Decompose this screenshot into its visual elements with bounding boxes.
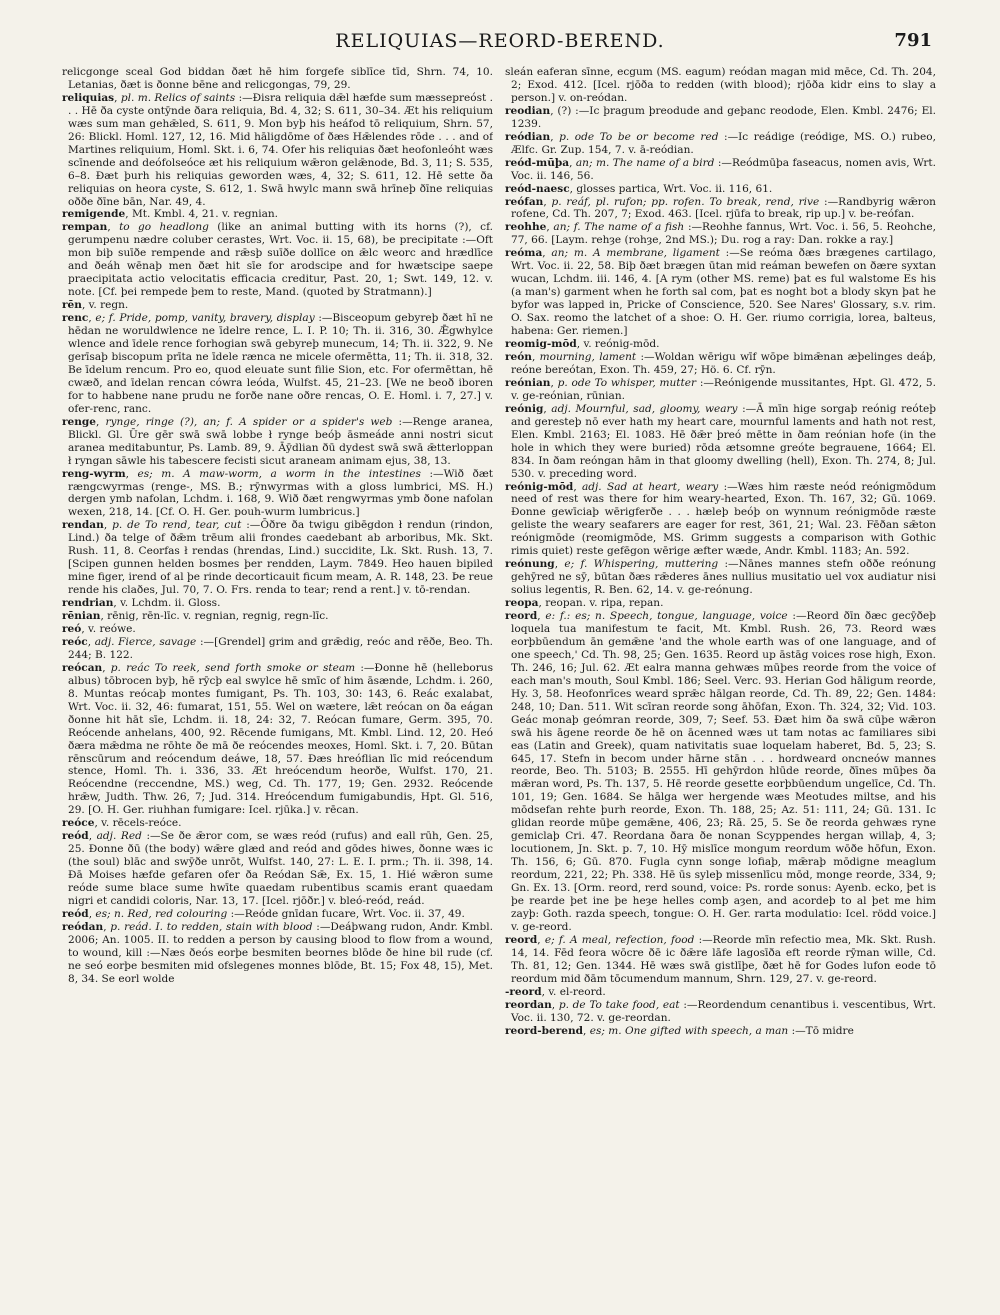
dictionary-entry: reón, mourning, lament :—Woldan wērigu wīf wōpe bimǣnan æþelinges deáþ, reóne bereótan, Exon. Th. 459, 27; Hö. 6. Cf. rȳn. <box>505 350 936 376</box>
entry-text: v. reónig-mōd. <box>583 338 660 351</box>
entry-text: v. reówe. <box>88 622 136 635</box>
dictionary-entry: reó, v. reówe. <box>62 622 136 635</box>
entry-headword: rendrian <box>62 597 114 610</box>
entry-text: :—Deáþwang rudon, Andr. Kmbl. 2006; An. 1005. II. to redden a person by causing blood to flow from a wound, to wound, kill :—Næs ðeós eorþe besmiten beornes blōde ðe hine bil rude (cf. ne seó eorþe besmiten mid ofslegenes monnes blōde, Bt. 15; Fox 48, 15), Met. 8, 34. Se eorl wolde <box>68 920 493 985</box>
dictionary-entry: renge, rynge, ringe (?), an; f. A spider or a spider's web :—Renge aranea, Blickl. Gl. Ūre gēr swā swā lobbe ł rynge beóþ āsmeáde anni nostri sicut aranea meditabuntur, Ps. Lamb. 89, 9. Āȳdlian ðū dydest swā swā ǣtterloppan ł ryngan sāwle his tabescere fecisti sicut araneam animam ejus, 38, 13. <box>62 415 493 467</box>
entry-text: :—Ðonne hē (helleborus albus) tōbrocen byþ, hē rȳcþ eal swylce hē smīc of him āsænde, Lchdm. i. 260, 8. Muntas reócaþ montes fumigant, Ps. Th. 103, 30: 143, 6. Reác exalabat, Wrt. Voc. ii. 32, 46: fumarat, 151, 55. Wel on wætere, lǣt reócan on ða eágan ðonne hit hāt sīe, Lchdm. ii. 18, 24: 32, 7. Reócan fumare, Germ. 395, 70. Reócende anhelans, 400, 92. Rēcende fumigans, Mt. Kmbl. Lind. 12, 20. Heó ðæra mǣdma ne rōhte ðe mā ðe reócendes meoxes, Homl. Skt. i. 7, 20. Būtan rēnscūrum and reócendum deáwe, 18, 57. Ðæs hreóflian līc mid reócendum stence, Homl. Th. i. 336, 33. Æt hreócendum heorðe, Wulfst. 170, 21. Reócendne (reccendne, MS.) weg, Cd. Th. 177, 19; Gen. 2932. Reócende hrǣw, Judth. Thw. 26, 7; Jud. 314. Hreócendum fumigabundis, Hpt. Gl. 516, 29. [O. H. Ger. riuhhan fumigare: Icel. rjūka.] v. rēcan. <box>68 661 493 817</box>
dictionary-entry: -reord, v. el-reord. <box>505 985 606 998</box>
entry-headword: reord <box>505 933 538 946</box>
dictionary-entry: reónig, adj. Mournful, sad, gloomy, weary :—Ā mīn hige sorgaþ reónig reóteþ and geresteþ nō ever hath my heart care, mournful laments and hath not rest, Elen. Kmbl. 2163; El. 1083. Hē ðǣr þreó mētte in ðam reónian hofe (in the hole in which they were buried) rōda ætsomne greóte begrauene, 1664; El. 834. In ðam reóngan hām in that gloomy dwelling (hell), Exon. Th. 274, 8; Jul. 530. v. preceding word. <box>505 402 936 480</box>
entry-headword: reónig <box>505 402 544 415</box>
entry-headword: rēn <box>62 299 82 312</box>
entry-definition: p. de To rend, tear, cut <box>112 519 242 532</box>
entry-definition: es; m. One gifted with speech, a man <box>589 1024 789 1037</box>
entry-text: (like an animal butting with its horns (?), cf. gerumpenu nædre coluber cerastes, Wrt. Voc. ii. 15, 68), be precipitate :—Oft mon biþ suīðe rempende and rǣsþ suīðe dollīce on ǣlc weorc and hrædlīce and ðeáh wēnaþ men ðæt hit sīe for arodscipe and for hwætscipe saepe praecipitata actio velocitatis efficacia creditur, Past. 20, 1; Swt. 149, 12. v. note. [Cf. þei rempede þem to reste, Mand. (quoted by Stratmann).] <box>68 221 493 299</box>
dictionary-entry: reócan, p. reác To reek, send forth smoke or steam :—Ðonne hē (helleborus albus) tōbrocen byþ, hē rȳcþ eal swylce hē smīc of him āsænde, Lchdm. i. 260, 8. Muntas reócaþ montes fumigant, Ps. Th. 103, 30: 143, 6. Reác exalabat, Wrt. Voc. ii. 32, 46: fumarat, 151, 55. Wel on wætere, lǣt reócan on ða eágan ðonne hit hāt sīe, Lchdm. ii. 18, 24: 32, 7. Reócan fumare, Germ. 395, 70. Reócende anhelans, 400, 92. Rēcende fumigans, Mt. Kmbl. Lind. 12, 20. Heó ðæra mǣdma ne rōhte ðe mā ðe reócendes meoxes, Homl. Skt. i. 7, 20. Būtan rēnscūrum and reócendum deáwe, 18, 57. Ðæs hreóflian līc mid reócendum stence, Homl. Th. i. 336, 33. Æt hreócendum heorðe, Wulfst. 170, 21. Reócendne (reccendne, MS.) weg, Cd. Th. 177, 19; Gen. 2932. Reócende hrǣw, Judth. Thw. 26, 7; Jud. 314. Hreócendum fumigabundis, Hpt. Gl. 516, 29. [O. H. Ger. riuhhan fumigare: Icel. rjūka.] v. rēcan. <box>62 661 493 817</box>
dictionary-entry: reord-berend, es; m. One gifted with speech, a man :—Tō midre <box>505 1024 854 1037</box>
entry-text: :—Reónigende mussitantes, Hpt. Gl. 472, 5. v. ge-reónian, rūnian. <box>511 376 936 402</box>
entry-text: relicgonge sceal God biddan ðæt hē him forgefe siblīce tīd, Shrn. 74, 10. Letanias, ðæt is ðonne bēne and relicgongas, 79, 29. <box>62 66 493 91</box>
entry-text: :—Reódmūþa faseacus, nomen avis, Wrt. Voc. ii. 146, 56. <box>511 156 936 182</box>
entry-definition: adj. Red <box>96 830 142 843</box>
entry-headword: reomig-mōd <box>505 338 577 351</box>
entry-headword: -reord <box>505 985 542 998</box>
entry-definition: adj. Fierce, savage <box>94 635 197 648</box>
dictionary-entry: reord, e; f. A meal, refection, food :—Reorde mīn refectio mea, Mk. Skt. Rush. 14, 14. Fēd feora wōcre ðē ic ðǣre lāfe lagosīða eft reorde rȳman wille, Cd. Th. 81, 12; Gen. 1344. Hē wæs swā gistlīþe, ðæt hē for Godes lufon eode tō reordum mid ðām tōcumendum mannum, Shrn. 129, 27. v. ge-reord. <box>505 933 936 985</box>
entry-headword: reónig-mōd <box>505 480 574 493</box>
entry-text: :—Ā mīn hige sorgaþ reónig reóteþ and geresteþ nō ever hath my heart care, mournful laments and hath not rest, Elen. Kmbl. 2163; El. 1083. Hē ðǣr þreó mētte in ðam reónian hofe (in the hole in which they were buried) rōda ætsomne greóte begrauene, 1664; El. 834. In ðam reóngan hām in that gloomy dwelling (hell), Exon. Th. 274, 8; Jul. 530. v. preceding word. <box>511 402 936 480</box>
entry-text: :—Bisceopum gebyreþ ðæt hī ne hēdan ne woruldwlence ne īdelre rence, L. I. P. 10; Th. ii. 316, 30. Ǣgwhylce wlence and īdele rence forhogian swā gebyreþ munecum, 14; Th. ii. 322, 9. Ne gerīsaþ biscopum prīta ne īdele rænca ne micele ofermētta, 11; Th. ii. 318, 32. Be īdelum rencum. Pro eo, quod eleuate sunt filie Sion, etc. For ofermēttan, hē cwæð, and īdelan rencan cówra leóda, Wulfst. 45, 21–23. [We ne beoð iboren for to habbene nane prudu ne forðe nane oðre rencas, O. E. Homl. i. 7, 27.] v. ofer-renc, ranc. <box>68 312 493 415</box>
dictionary-entry: reordan, p. de To take food, eat :—Reordendum cenantibus i. vescentibus, Wrt. Voc. ii. 130, 72. v. ge-reordan. <box>505 998 936 1024</box>
dictionary-entry: reófan, p. reáf, pl. rufon; pp. rofen. To break, rend, rive :—Randbyrig wǣron rofene, Cd. Th. 207, 7; Exod. 463. [Icel. rjūfa to break, rip up.] v. be-reófan. <box>505 195 936 221</box>
entry-text: :—Reóde gnīdan fucare, Wrt. Voc. ii. 37, 49. <box>230 907 465 920</box>
entry-text: v. regn. <box>88 299 129 312</box>
entry-definition: p. de To take food, eat <box>558 998 680 1011</box>
entry-text: v. Lchdm. ii. Gloss. <box>120 597 221 610</box>
entry-text: :—Wið ðæt rængcwyrmas (renge-, MS. B.; rȳnwyrmas with a gloss lumbrici, MS. H.) dergen ymb nafolan, Lchdm. i. 168, 9. Wið ðæt rengwyrmas ymb ðone nafolan wexen, 218, 14. [Cf. O. H. Ger. pouh-wurm lumbricus.] <box>68 467 493 519</box>
entry-text: :—[Grendel] grim and grǣdig, reóc and rēðe, Beo. Th. 244; B. 122. <box>68 635 493 661</box>
dictionary-entry: rēnian, rēnig, rēn-līc. v. regnian, regnig, regn-līc. <box>62 610 329 623</box>
entry-definition: adj. Sad at heart, weary <box>581 480 719 493</box>
entry-text: glosses partica, Wrt. Voc. ii. 116, 61. <box>576 182 773 195</box>
dictionary-entry: reód-mūþa, an; m. The name of a bird :—Reódmūþa faseacus, nomen avis, Wrt. Voc. ii. 146, 56. <box>505 156 936 182</box>
dictionary-entry: reónian, p. ode To whisper, mutter :—Reónigende mussitantes, Hpt. Gl. 472, 5. v. ge-reónian, rūnian. <box>505 376 936 402</box>
entry-text: :—Se reóma ðæs brægenes cartilago, Wrt. Voc. ii. 22, 58. Biþ ðæt brægen ūtan mid reáman bewefen on ðære syxtan wucan, Lchdm. iii. 146, 4. [A rym (other MS. reme) þat es ful walstome Es his (a man's) garment when he forth sal com, þat es noght bot a blody skyn þat he byfor was lapped in, Pricke of Conscience, 520. See Nares' Glossary, s.v. rim. O. Sax. reomo the latchet of a shoe: O. H. Ger. riumo corrigia, lorea, balteus, habena: Ger. riemen.] <box>511 247 936 338</box>
entry-headword: reód <box>62 907 89 920</box>
entry-headword: reód <box>62 830 89 843</box>
entry-text: sleán eaferan sīnne, ecgum (MS. eagum) reódan magan mid mēce, Cd. Th. 204, 2; Exod. 412. [Icel. rjōða to redden (with blood); rjōða kidr eins to slay a person.] v. on-reódan. <box>505 66 936 104</box>
entry-text: (?) :—Ic þragum þreodude and geþanc reodode, Elen. Kmbl. 2476; El. 1239. <box>511 104 936 130</box>
entry-headword: reord-berend <box>505 1024 584 1037</box>
dictionary-entry: reopa, reopan. v. ripa, repan. <box>505 597 664 610</box>
entry-headword: rempan <box>62 221 108 234</box>
dictionary-entry: reód-naesc, glosses partica, Wrt. Voc. ii. 116, 61. <box>505 182 773 195</box>
entry-headword: reód-mūþa <box>505 156 570 169</box>
dictionary-entry: reord, e: f.: es; n. Speech, tongue, language, voice :—Reord ðīn ðæc gecȳðeþ loquela tua manifestum te facit, Mt. Kmbl. Rush. 26, 73. Reord wæs eorþbūendum ān gemǣne 'and the whole earth was of one language, and of one speech,' Cd. Th. 98, 25; Gen. 1635. Reord up āstāg voices rose high, Exon. Th. 246, 16; Jul. 62. Æt ealra manna gehwæs mūþes reorde from the voice of each man's mouth, Soul Kmbl. 186; Seel. Verc. 93. Herian God hāligum reorde, Hy. 3, 58. Heofonrīces weard sprǣc hālgan reorde, Cd. Th. 89, 22; Gen. 1484: 248, 10; Dan. 511. Wit scīran reorde song āhōfan, Exon. Th. 324, 32; Vid. 103. Geác monaþ geómran reorde, 309, 7; Seef. 53. Ðæt him ða swā cūþe wǣron swā his āgene reorde ðe hē on ācenned wæs ut tam notas ac familiares sibi eas (Latin and Greek), quam nativitatis suae loquelam haberet, Bd. 5, 23; S. 645, 17. Stefn in becom under hārne stān . . . hordweard oncneów mannes reorde, Beo. Th. 5103; B. 2555. Hī gehȳrdon hlūde reorde, ðīnes mūþes ða mǣran word, Ps. Th. 137, 5. Hē reorde gesette eorþbūendum ungelīce, Cd. Th. 101, 19; Gen. 1684. Se hālga wer hergende wæs Meotudes miltse, and his mōdsefan rehte þurh reorde, Exon. Th. 188, 25; Az. 51: 111, 24; Gū. 131. Ic glidan reorde mūþe gemǣne, 406, 23; Rā. 25, 5. Se ðe reorda gehwæs ryne gemiclaþ Cri. 47. Reordana ðara ðe nonan Scyppendes hergan willaþ, 4, 3; locutionem, Jn. Skt. p. 7, 10. Hȳ mislīce mongum reordum wōðe hōfun, Exon. Th. 156, 6; Gū. 870. Fugla cynn songe lofiaþ, mǣraþ mōdigne meaglum reordum, 221, 22; Ph. 338. Hē ūs syleþ missenlīcu mōd, monge reorde, 334, 9; Gn. Ex. 13. [Orm. reord, rerd sound, voice: Ps. rorde sonus: Ayenb. ecko, þet is þe rearde þet ine þe heȝe helles comþ aȝen, and acordeþ to al þet me him zayþ: Goth. razda speech, tongue: O. H. Ger. rarta modulatio: Icel. rödd voice.] v. ge-reord. <box>505 610 936 933</box>
entry-definition: p. reáf, pl. rufon; pp. rofen. To break, rend, rive <box>551 195 820 208</box>
entry-definition: e; f. Pride, pomp, vanity, bravery, display <box>95 312 315 325</box>
right-column <box>505 66 936 1306</box>
entry-text: rēnig, rēn-līc. v. regnian, regnig, regn-līc. <box>107 610 329 623</box>
entry-headword: reód-naesc <box>505 182 570 195</box>
entry-headword: renge <box>62 415 97 428</box>
entry-headword: reófan <box>505 195 544 208</box>
entry-definition: es; n. Red, red colouring <box>95 907 228 920</box>
dictionary-entry <box>505 66 936 105</box>
entry-text: v. el-reord. <box>548 985 606 998</box>
entry-text: :—Woldan wērigu wīf wōpe bimǣnan æþelinges deáþ, reóne bereótan, Exon. Th. 459, 27; Hö. 6. Cf. rȳn. <box>511 350 936 376</box>
entry-headword: reóce <box>62 817 95 830</box>
entry-headword: reón <box>505 350 532 363</box>
left-column <box>62 66 493 1306</box>
dictionary-entry <box>62 66 493 92</box>
entry-definition: an; m. A membrane, ligament <box>551 247 720 260</box>
dictionary-entry: reohhe, an; f. The name of a fish :—Reohhe fannus, Wrt. Voc. i. 56, 5. Reohche, 77, 66. [Laym. rehȝe (rohȝe, 2nd MS.); Du. rog a ray: Dan. rokke a ray.] <box>505 221 936 247</box>
dictionary-entry: reónig-mōd, adj. Sad at heart, weary :—Wæs him ræste neód reónigmōdum need of rest was there for him weary-hearted, Exon. Th. 167, 32; Gū. 1069. Ðonne gewīciaþ wērigferðe . . . hæleþ beóþ on wynnum reónigmōde ræste geliste the weary seafarers are eager for rest, 361, 21; Wal. 23. Fēðan sǣton reónigmōde (reomigmōde, MS. Grimm suggests a comparison with Gothic rimis quiet) reste gefēgon wērige æfter wæde, Andr. Kmbl. 1183; An. 592. <box>505 480 936 558</box>
entry-definition: an; m. The name of a bird <box>575 156 715 169</box>
entry-text: v. rēcels-reóce. <box>101 817 182 830</box>
dictionary-entry: reóce, v. rēcels-reóce. <box>62 817 182 830</box>
entry-headword: reordan <box>505 998 552 1011</box>
entry-headword: reopa <box>505 597 539 610</box>
entry-text: Mt. Kmbl. 4, 21. v. regnian. <box>132 208 279 221</box>
entry-definition: adj. Mournful, sad, gloomy, weary <box>551 402 738 415</box>
entry-headword: renc <box>62 312 89 325</box>
entry-text: :—Ic reádige (reódige, MS. O.) rubeo, Ælfc. Gr. Zup. 154, 7. v. ā-reódian. <box>511 130 936 156</box>
entry-headword: rendan <box>62 519 104 532</box>
entry-definition: pl. m. Relics of saints <box>120 91 236 104</box>
entry-definition: e; f. A meal, refection, food <box>544 933 695 946</box>
dictionary-entry: rendrian, v. Lchdm. ii. Gloss. <box>62 597 221 610</box>
entry-headword: reodian <box>505 104 551 117</box>
dictionary-entry: renc, e; f. Pride, pomp, vanity, bravery, display :—Bisceopum gebyreþ ðæt hī ne hēdan ne woruldwlence ne īdelre rence, L. I. P. 10; Th. ii. 316, 30. Ǣgwhylce wlence and īdele rence forhogian swā gebyreþ munecum, 14; Th. ii. 322, 9. Ne gerīsaþ biscopum prīta ne īdele rænca ne micele ofermētta, 11; Th. ii. 318, 32. Be īdelum rencum. Pro eo, quod eleuate sunt filie Sion, etc. For ofermēttan, hē cwæð, and īdelan rencan cówra leóda, Wulfst. 45, 21–23. [We ne beoð iboren for to habbene nane prudu ne forðe nane oðre rencas, O. E. Homl. i. 7, 27.] v. ofer-renc, ranc. <box>62 312 493 415</box>
dictionary-entry: reódan, p. reád. I. to redden, stain with blood :—Deáþwang rudon, Andr. Kmbl. 2006; An. 1005. II. to redden a person by causing blood to flow from a wound, to wound, kill :—Næs ðeós eorþe besmiten beornes blōde ðe hine bil rude (cf. ne seó eorþe besmiten mid ofslegenes monnes blōde, Bt. 15; Fox 48, 15), Met. 8, 34. Se eorl wolde <box>62 920 493 985</box>
entry-text: :—Reohhe fannus, Wrt. Voc. i. 56, 5. Reohche, 77, 66. [Laym. rehȝe (rohȝe, 2nd MS.); Du. rog a ray: Dan. rokke a ray.] <box>511 221 936 247</box>
entry-text: :—Tō midre <box>791 1024 854 1037</box>
entry-headword: remigende <box>62 208 126 221</box>
entry-text: :—Nānes mannes stefn oððe reónung gehȳred ne sȳ, būtan ðæs rǣderes ānes nullius musitatio uel vox audiatur nisi solius legentis, R. Ben. 62, 14. v. ge-reónung. <box>511 558 936 597</box>
entry-text: :—Reord ðīn ðæc gecȳðeþ loquela tua manifestum te facit, Mt. Kmbl. Rush. 26, 73. Reord wæs eorþbūendum ān gemǣne 'and the whole earth was of one language, and of one speech,' Cd. Th. 98, 25; Gen. 1635. Reord up āstāg voices rose high, Exon. Th. 246, 16; Jul. 62. Æt ealra manna gehwæs mūþes reorde from the voice of each man's mouth, Soul Kmbl. 186; Seel. Verc. 93. Herian God hāligum reorde, Hy. 3, 58. Heofonrīces weard sprǣc hālgan reorde, Cd. Th. 89, 22; Gen. 1484: 248, 10; Dan. 511. Wit scīran reorde song āhōfan, Exon. Th. 324, 32; Vid. 103. Geác monaþ geómran reorde, 309, 7; Seef. 53. Ðæt him ða swā cūþe wǣron swā his āgene reorde ðe hē on ācenned wæs ut tam notas ac familiares sibi eas (Latin and Greek), quam nativitatis suae loquelam haberet, Bd. 5, 23; S. 645, 17. Stefn in becom under hārne stān . . . hordweard oncneów mannes reorde, Beo. Th. 5103; B. 2555. Hī gehȳrdon hlūde reorde, ðīnes mūþes ða mǣran word, Ps. Th. 137, 5. Hē reorde gesette eorþbūendum ungelīce, Cd. Th. 101, 19; Gen. 1684. Se hālga wer hergende wæs Meotudes miltse, and his mōdsefan rehte þurh reorde, Exon. Th. 188, 25; Az. 51: 111, 24; Gū. 131. Ic glidan reorde mūþe gemǣne, 406, 23; Rā. 25, 5. Se ðe reorda gehwæs ryne gemiclaþ Cri. 47. Reordana ðara ðe nonan Scyppendes hergan willaþ, 4, 3; locutionem, Jn. Skt. p. 7, 10. Hȳ mislīce mongum reordum wōðe hōfun, Exon. Th. 156, 6; Gū. 870. Fugla cynn songe lofiaþ, mǣraþ mōdigne meaglum reordum, 221, 22; Ph. 338. Hē ūs syleþ missenlīcu mōd, monge reorde, 334, 9; Gn. Ex. 13. [Orm. reord, rerd sound, voice: Ps. rorde sonus: Ayenb. ecko, þet is þe rearde þet ine þe heȝe helles comþ aȝen, and acordeþ to al þet me him zayþ: Goth. razda speech, tongue: O. H. Ger. rarta modulatio: Icel. rödd voice.] v. ge-reord. <box>511 610 936 933</box>
dictionary-entry: reodian, (?) :—Ic þragum þreodude and geþanc reodode, Elen. Kmbl. 2476; El. 1239. <box>505 104 936 130</box>
page-number: 791 <box>894 30 932 51</box>
entry-headword: reóc <box>62 635 88 648</box>
dictionary-entry: reóc, adj. Fierce, savage :—[Grendel] grim and grǣdig, reóc and rēðe, Beo. Th. 244; B. 122. <box>62 635 493 661</box>
entry-headword: reódan <box>62 920 104 933</box>
dictionary-entry: reód, adj. Red :—Se ðe ǣror com, se wæs reód (rufus) and eall rūh, Gen. 25, 25. Ðonne ðū (the body) wǣre glæd and reód and gōdes hiwes, ðonne wæs ic (the soul) blāc and swȳðe unrōt, Wulfst. 140, 27: L. E. I. prm.; Th. ii. 398, 14. Ðā Moises hæfde gefaren ofer ða Reódan Sǣ, Ex. 15, 1. Hié wǣron sume reóde sume blace sume hwīte quaedam rubentibus scamis erant quaedam nigri et candidi coloris, Nar. 13, 17. [Icel. rjōðr.] v. bleó-reód, reád. <box>62 830 493 907</box>
entry-headword: reohhe <box>505 221 547 234</box>
entry-headword: reó <box>62 622 82 635</box>
dictionary-entry: reód, es; n. Red, red colouring :—Reóde gnīdan fucare, Wrt. Voc. ii. 37, 49. <box>62 907 465 920</box>
entry-text: :—Reordendum cenantibus i. vescentibus, Wrt. Voc. ii. 130, 72. v. ge-reordan. <box>511 998 936 1024</box>
dictionary-columns <box>62 66 936 1306</box>
running-title: RELIQUIAS—REORD-BEREND. <box>335 30 665 52</box>
entry-definition: p. ode To be or become red <box>559 130 719 143</box>
dictionary-entry: reódian, p. ode To be or become red :—Ic reádige (reódige, MS. O.) rubeo, Ælfc. Gr. Zup. 154, 7. v. ā-reódian. <box>505 130 936 156</box>
entry-text: reopan. v. ripa, repan. <box>545 597 664 610</box>
entry-definition: rynge, ringe (?), an; f. A spider or a spider's web <box>105 415 393 428</box>
entry-headword: reord <box>505 610 538 623</box>
entry-definition: to go headlong <box>119 221 209 234</box>
dictionary-entry: reliquias, pl. m. Relics of saints :—Ðisra reliquia dǣl hæfde sum mæssepreóst . . . Hē ða cyste ontȳnde ðara reliquia, Bd. 4, 32; S. 611, 30–34. Æt his reliquium wæs sum man gehǣled, S. 611, 9. Mon byþ his heáfod tō reliquium, Shrn. 57, 26: Blickl. Homl. 127, 12, 16. Mid hāligdōme of ðæs Hǣlendes rōde . . . and of Martines reliquium, Homl. Skt. i. 6, 74. Ofer his reliquias ðæt heofonleóht wæs scīnende and deófolseóce æt his reliquium wǣron gelǣnode, Bd. 3, 11; S. 535, 6–8. Ðæt þurh his reliquias geworden wæs, 4, 32; S. 611, 12. Hē sette ða reliquias on heora cyste, S. 612, 1. Swā hwylc mann swā hrīneþ ðīne reliquias oððe ðīne bān, Nar. 49, 4. <box>62 91 493 208</box>
dictionary-entry: reomig-mōd, v. reónig-mōd. <box>505 338 660 351</box>
dictionary-entry: rempan, to go headlong (like an animal butting with its horns (?), cf. gerumpenu nædre coluber cerastes, Wrt. Voc. ii. 15, 68), be precipitate :—Oft mon biþ suīðe rempende and rǣsþ suīðe dollīce on ǣlc weorc and hrædlīce and ðeáh wēnaþ men ðæt hit sīe for arodscipe and for hwætscipe saepe praecipitata actio velocitatis efficacia creditur, Past. 20, 1; Swt. 149, 12. v. note. [Cf. þei rempede þem to reste, Mand. (quoted by Stratmann).] <box>62 221 493 299</box>
entry-definition: es; m. A maw-worm, a worm in the intestines <box>137 467 421 480</box>
entry-definition: e: f.: es; n. Speech, tongue, language, voice <box>545 610 788 623</box>
entry-definition: mourning, lament <box>539 350 637 363</box>
entry-headword: reócan <box>62 661 103 674</box>
dictionary-entry: reng-wyrm, es; m. A maw-worm, a worm in the intestines :—Wið ðæt rængcwyrmas (renge-, MS. B.; rȳnwyrmas with a gloss lumbrici, MS. H.) dergen ymb nafolan, Lchdm. i. 168, 9. Wið ðæt rengwyrmas ymb ðone nafolan wexen, 218, 14. [Cf. O. H. Ger. pouh-wurm lumbricus.] <box>62 467 493 519</box>
entry-headword: reónung <box>505 558 555 571</box>
entry-definition: e; f. Whispering, muttering <box>564 558 719 571</box>
entry-definition: p. reác To reek, send forth smoke or steam <box>110 661 356 674</box>
entry-headword: reódian <box>505 130 551 143</box>
entry-text: :—Ðisra reliquia dǣl hæfde sum mæssepreóst . . . Hē ða cyste ontȳnde ðara reliquia, Bd. 4, 32; S. 611, 30–34. Æt his reliquium wæs sum man gehǣled, S. 611, 9. Mon byþ his heáfod tō reliquium, Shrn. 57, 26: Blickl. Homl. 127, 12, 16. Mid hāligdōme of ðæs Hǣlendes rōde . . . and of Martines reliquium, Homl. Skt. i. 6, 74. Ofer his reliquias ðæt heofonleóht wæs scīnende and deófolseóce æt his reliquium wǣron gelǣnode, Bd. 3, 11; S. 535, 6–8. Ðæt þurh his reliquias geworden wæs, 4, 32; S. 611, 12. Hē sette ða reliquias on heora cyste, S. 612, 1. Swā hwylc mann swā hrīneþ ðīne reliquias oððe ðīne bān, Nar. 49, 4. <box>68 91 493 208</box>
entry-text: :—Wæs him ræste neód reónigmōdum need of rest was there for him weary-hearted, Exon. Th. 167, 32; Gū. 1069. Ðonne gewīciaþ wērigferðe . . . hæleþ beóþ on wynnum reónigmōde ræste geliste the weary seafarers are eager for rest, 361, 21; Wal. 23. Fēðan sǣton reónigmōde (reomigmōde, MS. Grimm suggests a comparison with Gothic rimis quiet) reste gefēgon wērige æfter wæde, Andr. Kmbl. 1183; An. 592. <box>511 480 936 558</box>
dictionary-entry: rēn, v. regn. <box>62 299 129 312</box>
entry-headword: reng-wyrm <box>62 467 126 480</box>
dictionary-entry: reónung, e; f. Whispering, muttering :—Nānes mannes stefn oððe reónung gehȳred ne sȳ, būtan ðæs rǣderes ānes nullius musitatio uel vox audiatur nisi solius legentis, R. Ben. 62, 14. v. ge-reónung. <box>505 558 936 597</box>
entry-definition: an; f. The name of a fish <box>553 221 685 234</box>
entry-headword: reónian <box>505 376 551 389</box>
entry-definition: p. ode To whisper, mutter <box>557 376 697 389</box>
page-header <box>0 30 1000 56</box>
entry-definition: p. reád. I. to redden, stain with blood <box>110 920 313 933</box>
entry-text: :—Ōðre ða twigu gibēgdon ł rendun (rindon, Lind.) ða telge of ðǣm trēum alii frondes caedebant ab arboribus, Mk. Skt. Rush. 11, 8. Ceorfas ł rendas (hrendas, Lind.) succidite, Lk. Skt. Rush. 13, 7. [Scipen gunnen helden bosmes þer rendden, Laym. 7849. Heo hauen bipiled mine figer, irend of al þe rinde decorticauit ficum meam, A. R. 148, 23. Þe reue rende his claðes, Jul. 70, 7. O. Frs. renda to tear; rend a rent.] v. tō-rendan. <box>68 519 493 597</box>
entry-text: :—Reorde mīn refectio mea, Mk. Skt. Rush. 14, 14. Fēd feora wōcre ðē ic ðǣre lāfe lagosīða eft reorde rȳman wille, Cd. Th. 81, 12; Gen. 1344. Hē wæs swā gistlīþe, ðæt hē for Godes lufon eode tō reordum mid ðām tōcumendum mannum, Shrn. 129, 27. v. ge-reord. <box>511 933 936 985</box>
entry-headword: reóma <box>505 247 543 260</box>
dictionary-entry: rendan, p. de To rend, tear, cut :—Ōðre ða twigu gibēgdon ł rendun (rindon, Lind.) ða telge of ðǣm trēum alii frondes caedebant ab arboribus, Mk. Skt. Rush. 11, 8. Ceorfas ł rendas (hrendas, Lind.) succidite, Lk. Skt. Rush. 13, 7. [Scipen gunnen helden bosmes þer rendden, Laym. 7849. Heo hauen bipiled mine figer, irend of al þe rinde decorticauit ficum meam, A. R. 148, 23. Þe reue rende his claðes, Jul. 70, 7. O. Frs. renda to tear; rend a rent.] v. tō-rendan. <box>62 519 493 597</box>
entry-text: :—Se ðe ǣror com, se wæs reód (rufus) and eall rūh, Gen. 25, 25. Ðonne ðū (the body) wǣre glæd and reód and gōdes hiwes, ðonne wæs ic (the soul) blāc and swȳðe unrōt, Wulfst. 140, 27: L. E. I. prm.; Th. ii. 398, 14. Ðā Moises hæfde gefaren ofer ða Reódan Sǣ, Ex. 15, 1. Hié wǣron sume reóde sume blace sume hwīte quaedam rubentibus scamis erant quaedam nigri et candidi coloris, Nar. 13, 17. [Icel. rjōðr.] v. bleó-reód, reád. <box>68 830 493 907</box>
dictionary-entry: remigende, Mt. Kmbl. 4, 21. v. regnian. <box>62 208 279 221</box>
entry-headword: rēnian <box>62 610 101 623</box>
dictionary-entry: reóma, an; m. A membrane, ligament :—Se reóma ðæs brægenes cartilago, Wrt. Voc. ii. 22, 58. Biþ ðæt brægen ūtan mid reáman bewefen on ðære syxtan wucan, Lchdm. iii. 146, 4. [A rym (other MS. reme) þat es ful walstome Es his (a man's) garment when he forth sal com, þat es noght bot a blody skyn þat he byfor was lapped in, Pricke of Conscience, 520. See Nares' Glossary, s.v. rim. O. Sax. reomo the latchet of a shoe: O. H. Ger. riumo corrigia, lorea, balteus, habena: Ger. riemen.] <box>505 247 936 338</box>
entry-headword: reliquias <box>62 91 115 104</box>
entry-text: :—Renge aranea, Blickl. Gl. Ūre gēr swā swā lobbe ł rynge beóþ āsmeáde anni nostri sicut aranea meditabuntur, Ps. Lamb. 89, 9. Āȳdlian ðū dydest swā swā ǣtterloppan ł ryngan sāwle his tabescere fecisti sicut araneam animam ejus, 38, 13. <box>68 415 493 467</box>
entry-text: :—Randbyrig wǣron rofene, Cd. Th. 207, 7; Exod. 463. [Icel. rjūfa to break, rip up.] v. be-reófan. <box>511 195 936 221</box>
